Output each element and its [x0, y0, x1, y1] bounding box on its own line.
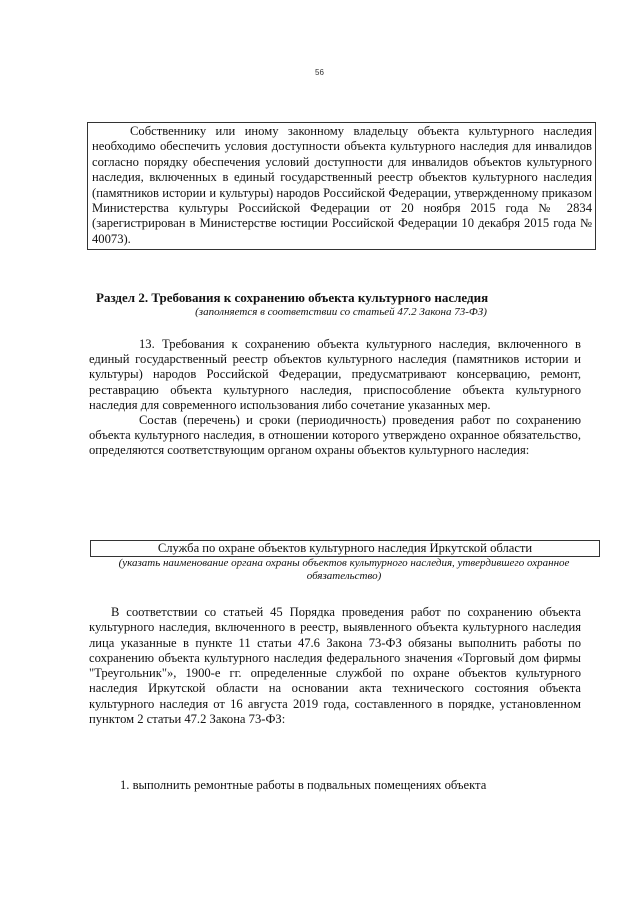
authority-note: (указать наименование органа охраны объектов культурного наследия, утвердившего охранное обязательство) [118, 557, 570, 582]
paragraph-composition: Состав (перечень) и сроки (периодичность) проведения работ по сохранению объекта культурного наследия, в отношении которого утверждено охранное обязательство, определяются соответствующим органом охраны объектов культурного наследия: [89, 413, 581, 458]
accessibility-requirement-text: Собственнику или иному законному владельцу объекта культурного наследия необходимо обеспечить условия доступности объекта культурного наследия для инвалидов согласно порядку обеспечения условий доступности для инвалидов объектов культурного наследия, включенных в единый государственный реестр объектов культурного наследия (памятников истории и культуры) народов Российской Федерации, утвержденному приказом Министерства культуры Российской Федерации от 20 ноября 2015 года № 2834 (зарегистрирован в Министерстве юстиции Российской Федерации 10 декабря 2015 года № 40073). [92, 124, 592, 246]
authority-name-box: Служба по охране объектов культурного наследия Иркутской области [90, 540, 600, 557]
page-number: 56 [315, 68, 324, 77]
requirements-block [89, 337, 581, 459]
section-note: (заполняется в соответствии со статьей 47.2 Закона 73-ФЗ) [195, 306, 487, 318]
accordance-block [89, 605, 581, 727]
paragraph-13: 13. Требования к сохранению объекта культурного наследия, включенного в единый государственный реестр объектов культурного наследия (памятников истории и культуры) народов Российской Федерации, предусматривают консервацию, ремонт, реставрацию объекта культурного наследия, приспособление объекта культурного наследия для современного использования либо сочетание указанных мер. [89, 337, 581, 412]
paragraph-accordance: В соответствии со статьей 45 Порядка проведения работ по сохранению объекта культурного наследия, включенного в реестр, выявленного объекта культурного наследия лица указанные в пункте 11 статьи 47.6 Закона 73-ФЗ обязаны выполнить работы по сохранению объекта культурного наследия федерального значения «Торговый дом фирмы "Треугольник"», 1900-е гг. определенные службой по охране объектов культурного наследия Иркутской области на основании акта технического состояния объекта культурного наследия от 16 августа 2019 года, составленного в порядке, установленном пунктом 2 статьи 47.2 Закона 73-ФЗ: [89, 605, 581, 727]
accessibility-requirement-box [87, 122, 596, 250]
list-item-1: 1. выполнить ремонтные работы в подвальных помещениях объекта [120, 778, 487, 792]
section-title: Раздел 2. Требования к сохранению объекта культурного наследия [96, 290, 489, 305]
